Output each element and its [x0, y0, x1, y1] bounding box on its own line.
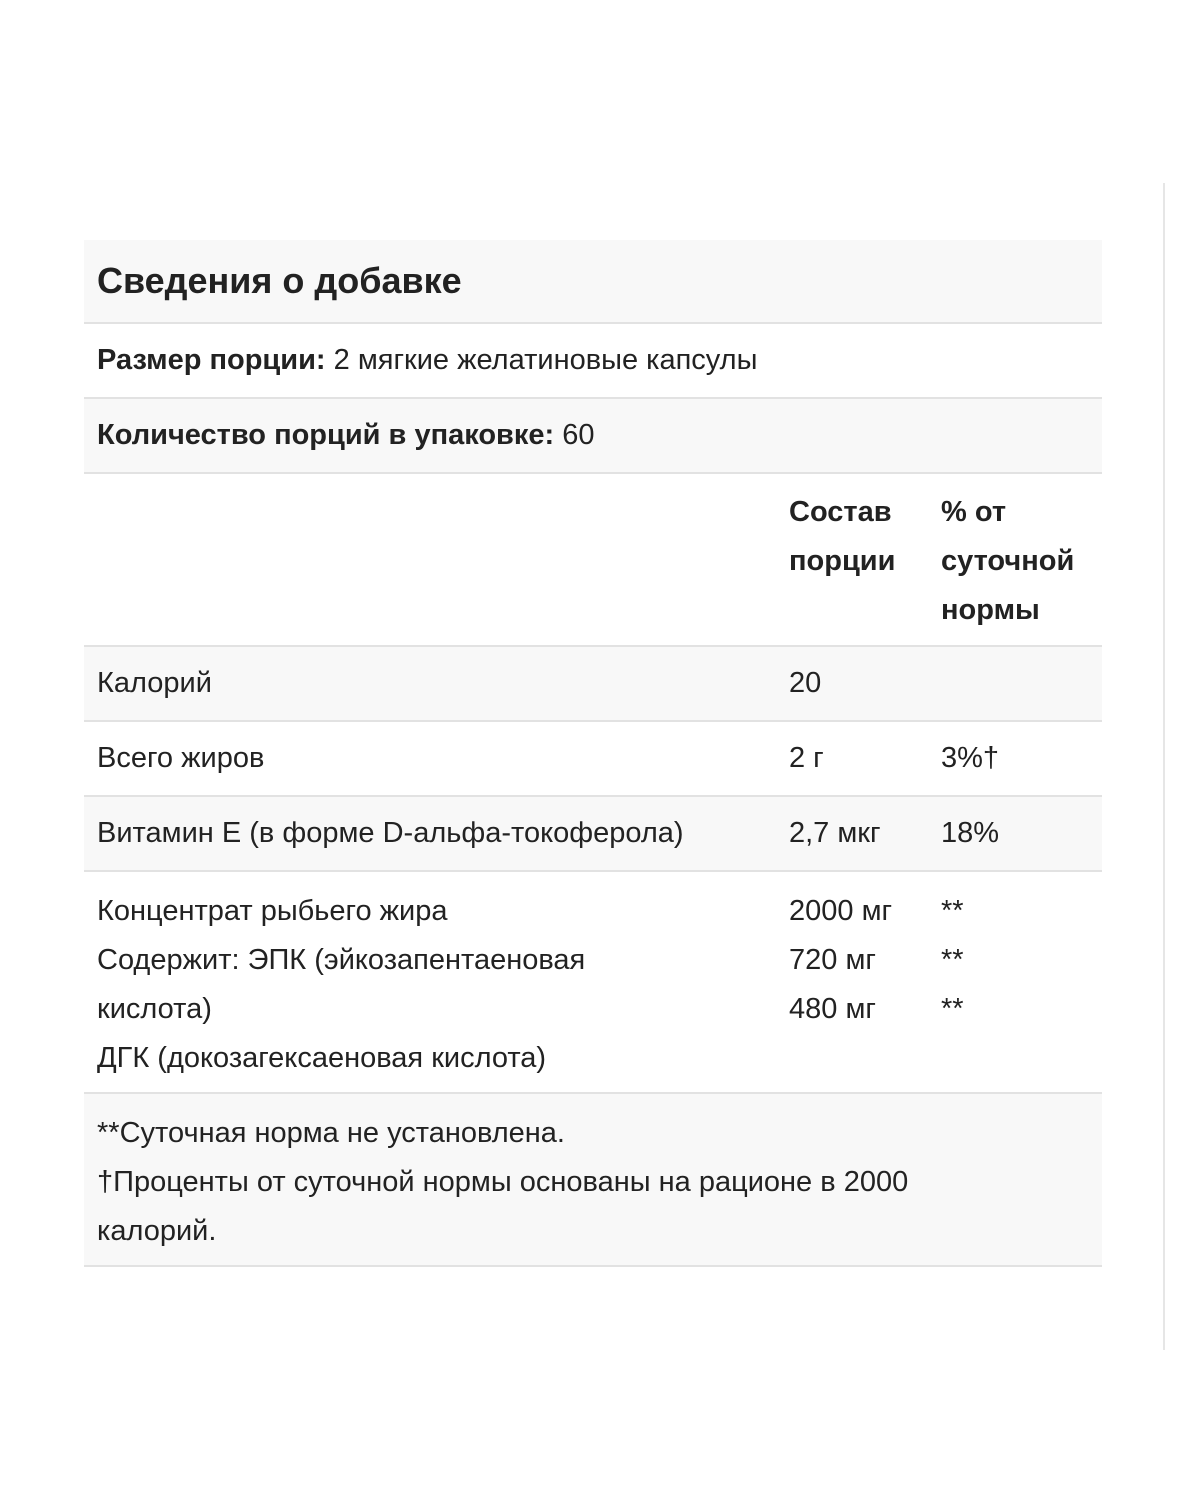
header-dv-line1: % от [941, 496, 1007, 528]
header-amount-line1: Состав [789, 496, 892, 528]
nutrient-amount: 20 [789, 667, 822, 699]
dha-dv: ** [941, 993, 964, 1025]
footnote-dv-basis-cont: калорий. [97, 1215, 217, 1247]
facts-title-row [84, 240, 1102, 324]
footnotes-row [84, 1094, 1102, 1267]
header-dv-line2: суточной [941, 545, 1075, 577]
fish-oil-amounts [789, 887, 941, 1034]
serving-size-row [84, 324, 1102, 399]
fish-oil-name-line: Концентрат рыбьего жира [97, 895, 448, 927]
nutrient-row-fish-oil [84, 872, 1102, 1094]
epa-name-line-cont: кислота) [97, 993, 212, 1025]
header-daily-value [941, 488, 1102, 635]
epa-name-line: Содержит: ЭПК (эйкозапентаеновая [97, 944, 586, 976]
serving-size-label: Размер порции: [97, 344, 326, 376]
dha-name-line: ДГК (докозагексаеновая кислота) [97, 1042, 547, 1074]
fish-oil-daily-values [941, 887, 1102, 1034]
nutrient-name: Витамин E (в форме D-альфа-токоферола) [97, 817, 684, 849]
right-divider [1163, 183, 1165, 1350]
nutrient-daily-value: 18% [941, 817, 1000, 849]
column-header-row [84, 474, 1102, 647]
nutrient-name: Всего жиров [97, 742, 265, 774]
fish-oil-names [97, 887, 789, 1083]
servings-per-container-label: Количество порций в упаковке: [97, 419, 555, 451]
servings-per-container-row [84, 399, 1102, 474]
serving-size-value: 2 мягкие желатиновые капсулы [333, 344, 758, 376]
epa-dv: ** [941, 944, 964, 976]
footnote-no-dv: **Суточная норма не установлена. [97, 1117, 565, 1149]
supplement-facts-table [84, 240, 1102, 1267]
footnotes [97, 1109, 1017, 1256]
nutrient-row-calories [84, 647, 1102, 722]
nutrient-name: Калорий [97, 667, 212, 699]
header-amount [789, 488, 941, 586]
header-dv-line3: нормы [941, 594, 1040, 626]
dha-amount: 480 мг [789, 993, 876, 1025]
fish-oil-dv: ** [941, 895, 964, 927]
facts-title: Сведения о добавке [97, 260, 462, 301]
header-amount-line2: порции [789, 545, 896, 577]
nutrient-amount: 2 г [789, 742, 824, 774]
servings-per-container-value: 60 [562, 419, 595, 451]
footnote-dv-basis: †Проценты от суточной нормы основаны на рационе в 2000 [97, 1166, 909, 1198]
nutrient-amount: 2,7 мкг [789, 817, 881, 849]
nutrient-row-total-fat [84, 722, 1102, 797]
nutrient-row-vitamin-e [84, 797, 1102, 872]
epa-amount: 720 мг [789, 944, 876, 976]
nutrient-daily-value: 3%† [941, 742, 1000, 774]
fish-oil-amount: 2000 мг [789, 895, 893, 927]
